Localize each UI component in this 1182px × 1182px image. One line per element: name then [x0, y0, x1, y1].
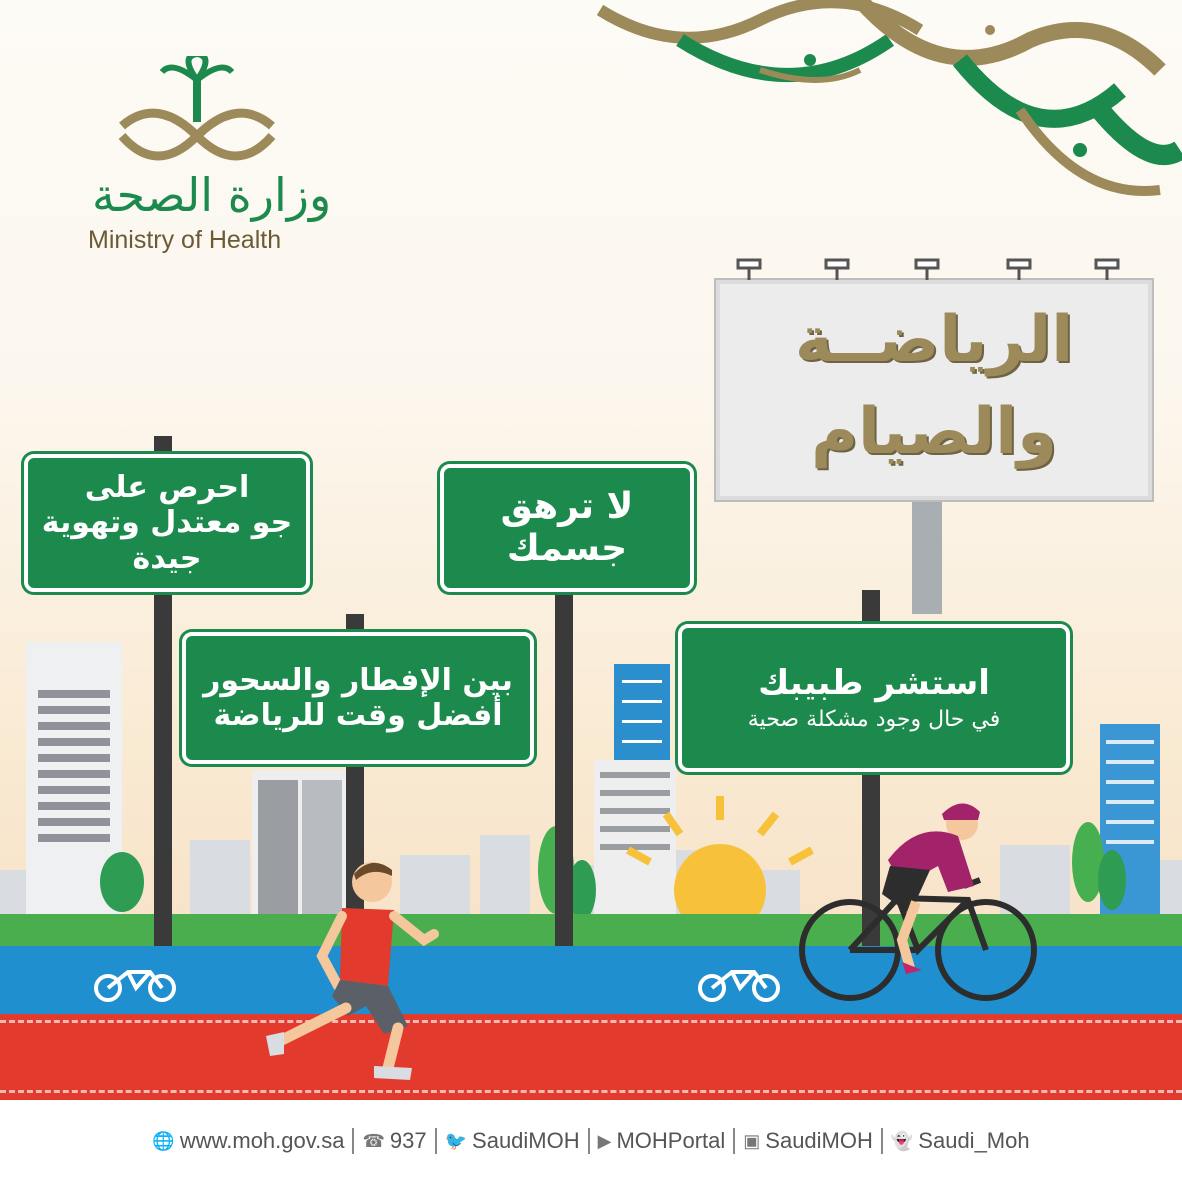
footer-twitter-text: SaudiMOH	[472, 1128, 580, 1153]
sign-best-time-line-1: بين الإفطار والسحور	[203, 662, 513, 698]
sign-ventilation	[24, 454, 310, 592]
facebook-icon: ▣	[743, 1130, 761, 1151]
logo-arabic-text: وزارة الصحة	[92, 168, 332, 222]
footer-snapchat-text: Saudi_Moh	[918, 1128, 1030, 1153]
billboard-pole	[912, 496, 942, 614]
sign-dont-exhaust-line-2: جسمك	[506, 528, 628, 569]
sign-dont-exhaust-line-1: لا ترهق	[500, 485, 634, 527]
logo-english-text: Ministry of Health	[88, 226, 282, 254]
billboard-line-2: والصيام	[811, 395, 1057, 469]
footer-phone-text: 937	[389, 1128, 427, 1153]
sign-dont-exhaust	[440, 464, 694, 592]
runner-illustration	[262, 856, 442, 1086]
billboard-lamps	[730, 256, 1130, 282]
footer-facebook[interactable]	[735, 1128, 881, 1154]
globe-icon: 🌐	[152, 1130, 175, 1151]
sign-pole	[555, 584, 573, 946]
cyclist-illustration	[798, 790, 1038, 1010]
youtube-icon: ▶	[597, 1130, 612, 1151]
sign-consult-doctor-title: استشر طبيبك	[758, 662, 990, 703]
footer-website[interactable]	[144, 1128, 352, 1154]
sign-ventilation-line-1: احرص على	[84, 469, 250, 505]
footer-website-text: www.moh.gov.sa	[179, 1128, 345, 1153]
footer-phone[interactable]	[354, 1128, 434, 1154]
footer-youtube[interactable]	[590, 1128, 734, 1154]
phone-icon: ☎	[362, 1130, 385, 1151]
sign-best-time-line-2: أفضل وقت للرياضة	[213, 698, 503, 733]
sign-ventilation-line-2: جو معتدل وتهوية	[41, 505, 293, 541]
footer-contacts	[0, 1100, 1182, 1182]
bike-lane-right-icon	[696, 968, 782, 1002]
calligraphy-decoration	[560, 0, 1182, 240]
sign-ventilation-line-3: جيدة	[132, 540, 202, 576]
sign-consult-doctor	[678, 624, 1070, 772]
footer-twitter[interactable]	[437, 1128, 588, 1154]
twitter-icon: 🐦	[444, 1130, 468, 1151]
footer-youtube-text: MOHPortal	[616, 1128, 726, 1153]
bike-lane-left-icon	[92, 968, 178, 1002]
footer-facebook-text: SaudiMOH	[765, 1128, 873, 1153]
moh-emblem-icon	[112, 56, 282, 168]
snapchat-icon: 👻	[890, 1130, 914, 1151]
footer-snapchat[interactable]	[883, 1128, 1038, 1154]
running-track	[0, 1014, 1182, 1100]
billboard-line-1: الرياضــة	[794, 303, 1074, 377]
billboard	[716, 280, 1152, 500]
sign-best-time	[182, 632, 534, 764]
sign-consult-doctor-subtitle: في حال وجود مشكلة صحية	[747, 706, 1001, 732]
